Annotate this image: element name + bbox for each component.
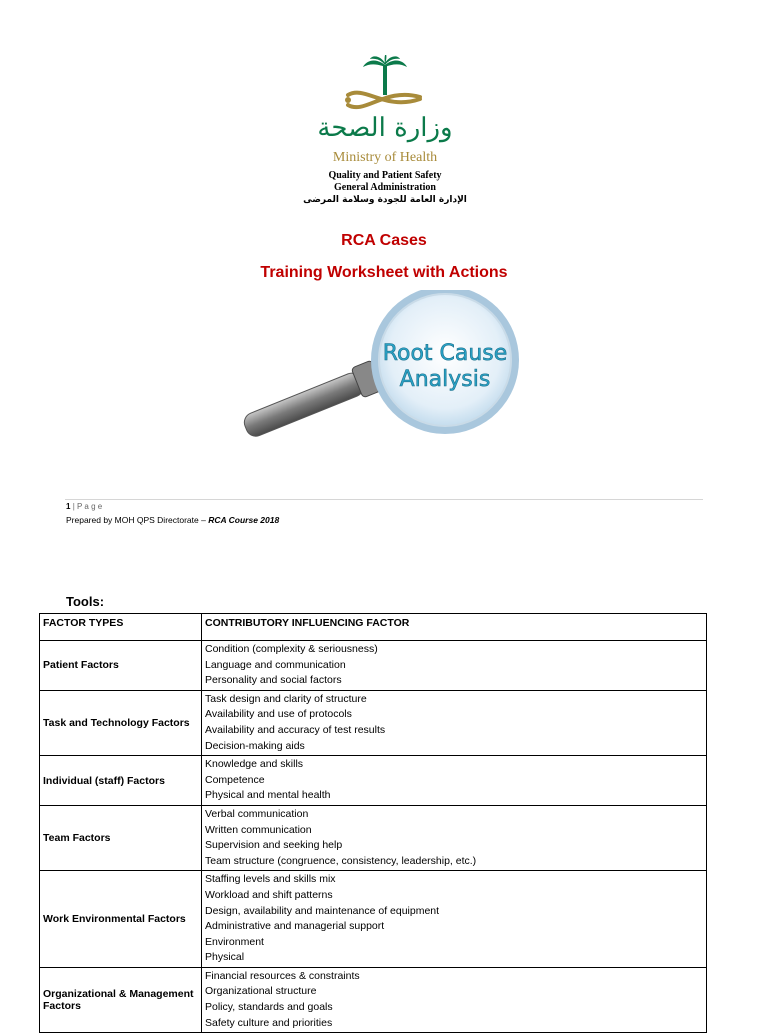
factor-item: Decision-making aids [205,739,305,752]
factor-type: Team Factors [40,805,202,870]
page-number: 1 | P a g e [66,502,103,511]
subtitle-line2: General Administration [334,182,436,193]
table-row [40,967,707,1032]
factor-items [202,756,707,806]
org-name-arabic: وزارة الصحة [317,113,453,143]
factor-item: Verbal communication [205,807,309,820]
factor-item: Safety culture and priorities [205,1016,333,1029]
factor-item: Condition (complexity & seriousness) [205,643,378,655]
factor-item: Language and communication [205,658,346,671]
prepared-by: Prepared by MOH QPS Directorate – RCA Course 2018 [66,515,280,525]
factor-item: Personality and social factors [205,674,342,687]
factor-type: Task and Technology Factors [40,690,202,755]
table-row [40,690,707,755]
factor-items [202,871,707,968]
factor-item: Knowledge and skills [205,758,304,771]
factor-items [202,641,707,691]
factor-items [202,967,707,1032]
magnifier-text-line1: Root Cause [382,341,508,366]
tools-label: Tools: [66,594,105,609]
factor-item: Financial resources & constraints [205,969,360,982]
magnifier-text-line2: Analysis [399,367,491,392]
main-title: RCA Cases [341,232,427,249]
factor-item: Administrative and managerial support [205,920,385,933]
factor-type: Patient Factors [40,641,202,691]
table-row [40,871,707,968]
factor-item: Design, availability and maintenance of equipment [205,904,440,917]
palm-tree-icon [363,55,407,95]
factor-item: Competence [205,773,265,786]
factor-item: Environment [205,935,264,948]
factor-type: Organizational & Management Factors [40,967,202,1032]
factor-items [202,805,707,870]
factor-item: Written communication [205,823,312,836]
sub-title: Training Worksheet with Actions [260,264,508,281]
org-name-english: Ministry of Health [332,150,438,165]
factor-item: Task design and clarity of structure [205,692,367,705]
factor-item: Staffing levels and skills mix [205,873,336,886]
footer-divider [65,499,703,500]
ministry-logo [330,55,440,115]
factor-type: Individual (staff) Factors [40,756,202,806]
factor-item: Workload and shift patterns [205,888,333,901]
factor-item: Policy, standards and goals [205,1001,333,1014]
factor-item: Organizational structure [205,985,317,998]
factors-table [39,613,707,1033]
magnifying-glass-icon [230,290,530,440]
subtitle-line1: Quality and Patient Safety [328,170,442,181]
header-factor-types: FACTOR TYPES [40,614,202,641]
factor-item: Supervision and seeking help [205,839,343,852]
table-row [40,805,707,870]
factor-item: Physical [205,951,245,964]
factor-item: Physical and mental health [205,789,331,802]
table-row [40,756,707,806]
factor-item: Availability and use of protocols [205,708,352,721]
factor-items [202,690,707,755]
factor-type: Work Environmental Factors [40,871,202,968]
table-row [40,641,707,691]
table-header-row [40,614,707,641]
factor-item: Availability and accuracy of test results [205,723,386,736]
subtitle-arabic: الإدارة العامة للجودة وسلامة المرضى [303,195,467,205]
factor-item: Team structure (congruence, consistency, leadership, etc.) [205,854,477,867]
header-contributory-factor: CONTRIBUTORY INFLUENCING FACTOR [202,614,707,641]
